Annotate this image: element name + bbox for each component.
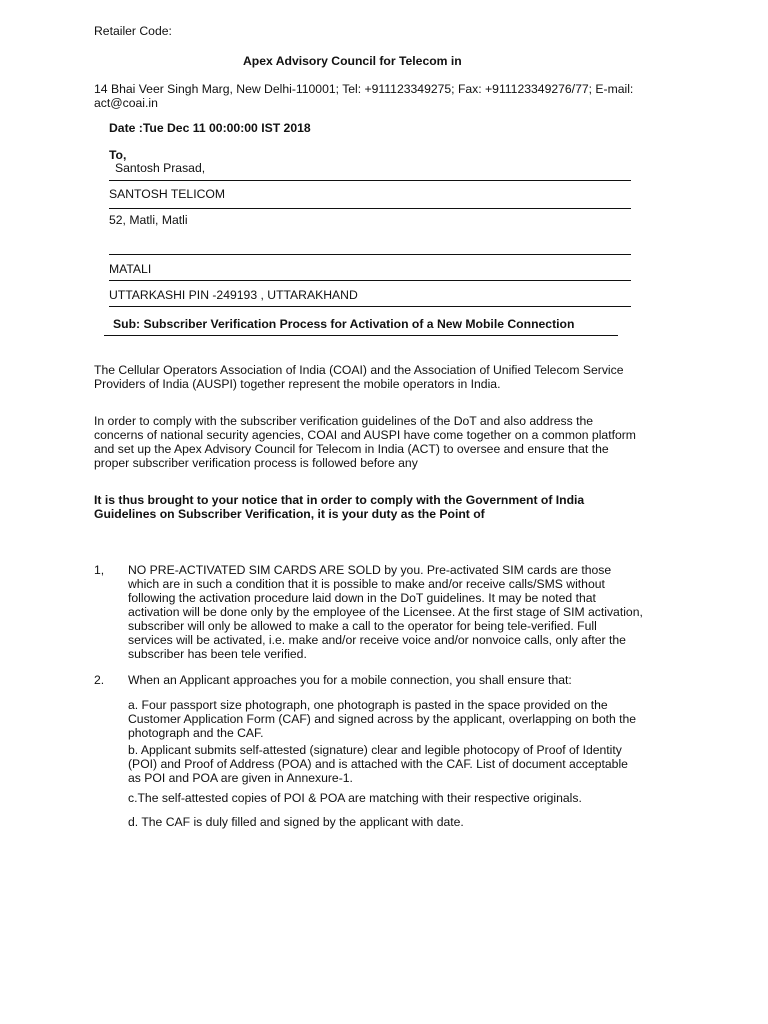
item2b-line: (POI) and Proof of Address (POA) and is attached with the CAF. List of document acceptable (128, 757, 628, 771)
item1-line: which are in such a condition that it is possible to make and/or receive calls/SMS without (128, 577, 605, 591)
para2-line: In order to comply with the subscriber verification guidelines of the DoT and also address the (94, 414, 594, 428)
recipient-rule (109, 180, 631, 181)
recipient-address-1: 52, Matli, Matli (109, 213, 188, 227)
item1-line: NO PRE-ACTIVATED SIM CARDS ARE SOLD by you. Pre-activated SIM cards are those (128, 563, 612, 577)
retailer-code-label: Retailer Code: (94, 24, 172, 38)
item2a-line: photograph and the CAF. (128, 726, 264, 740)
address-line-1: 14 Bhai Veer Singh Marg, New Delhi-110001; Tel: +911123349275; Fax: +911123349276/77; E-mail: (94, 82, 634, 96)
recipient-business: SANTOSH TELICOM (109, 187, 226, 201)
item2d-line: d. The CAF is duly filled and signed by the applicant with date. (128, 815, 464, 829)
org-title: Apex Advisory Council for Telecom in (243, 54, 462, 68)
item2-lead: When an Applicant approaches you for a mobile connection, you shall ensure that: (128, 673, 572, 687)
recipient-rule (109, 254, 631, 255)
item2a-line: Customer Application Form (CAF) and signed across by the applicant, overlapping on both the (128, 712, 637, 726)
recipient-city: MATALI (109, 262, 152, 276)
item1-line: subscriber will only be allowed to make a call to the operator for being tele-verified. Full (128, 619, 597, 633)
para1-line: Providers of India (AUSPI) together represent the mobile operators in India. (94, 377, 501, 391)
date-line: Date :Tue Dec 11 00:00:00 IST 2018 (109, 121, 311, 135)
item2-number: 2. (94, 673, 105, 687)
para2-line: proper subscriber verification process is followed before any (94, 456, 418, 470)
para2-line: concerns of national security agencies, COAI and AUSPI have come together on a common platform (94, 428, 636, 442)
address-line-2: act@coai.in (94, 96, 158, 110)
recipient-rule (109, 306, 631, 307)
recipient-rule (109, 280, 631, 281)
recipient-rule (109, 208, 631, 209)
item1-line: services will be activated, i.e. make and/or receive voice and/or nonvoice calls, only after the (128, 633, 626, 647)
item2c-line: c.The self-attested copies of POI & POA are matching with their respective originals. (128, 791, 582, 805)
subject-rule (104, 335, 618, 336)
para2-line: and set up the Apex Advisory Council for Telecom in India (ACT) to oversee and ensure that the (94, 442, 609, 456)
recipient-district-line: UTTARKASHI PIN -249193 , UTTARAKHAND (109, 288, 358, 302)
notice-line: Guidelines on Subscriber Verification, it is your duty as the Point of (94, 507, 485, 521)
item2b-line: as POI and POA are given in Annexure-1. (128, 771, 353, 785)
item1-line: following the activation procedure laid down in the DoT guidelines. It may be noted that (128, 591, 596, 605)
to-label: To, (109, 148, 127, 162)
item2a-line: a. Four passport size photograph, one photograph is pasted in the space provided on the (128, 698, 608, 712)
notice-line: It is thus brought to your notice that in order to comply with the Government of India (94, 493, 585, 507)
item2b-line: b. Applicant submits self-attested (signature) clear and legible photocopy of Proof of Identity (128, 743, 622, 757)
subject-line: Sub: Subscriber Verification Process for Activation of a New Mobile Connection (113, 317, 575, 331)
item1-number: 1, (94, 563, 105, 577)
para1-line: The Cellular Operators Association of India (COAI) and the Association of Unified Telecom Service (94, 363, 624, 377)
item1-line: subscriber has been tele verified. (128, 647, 307, 661)
recipient-name: Santosh Prasad, (115, 161, 206, 175)
item1-line: activation will be done only by the employee of the Licensee. At the first stage of SIM activation, (128, 605, 643, 619)
